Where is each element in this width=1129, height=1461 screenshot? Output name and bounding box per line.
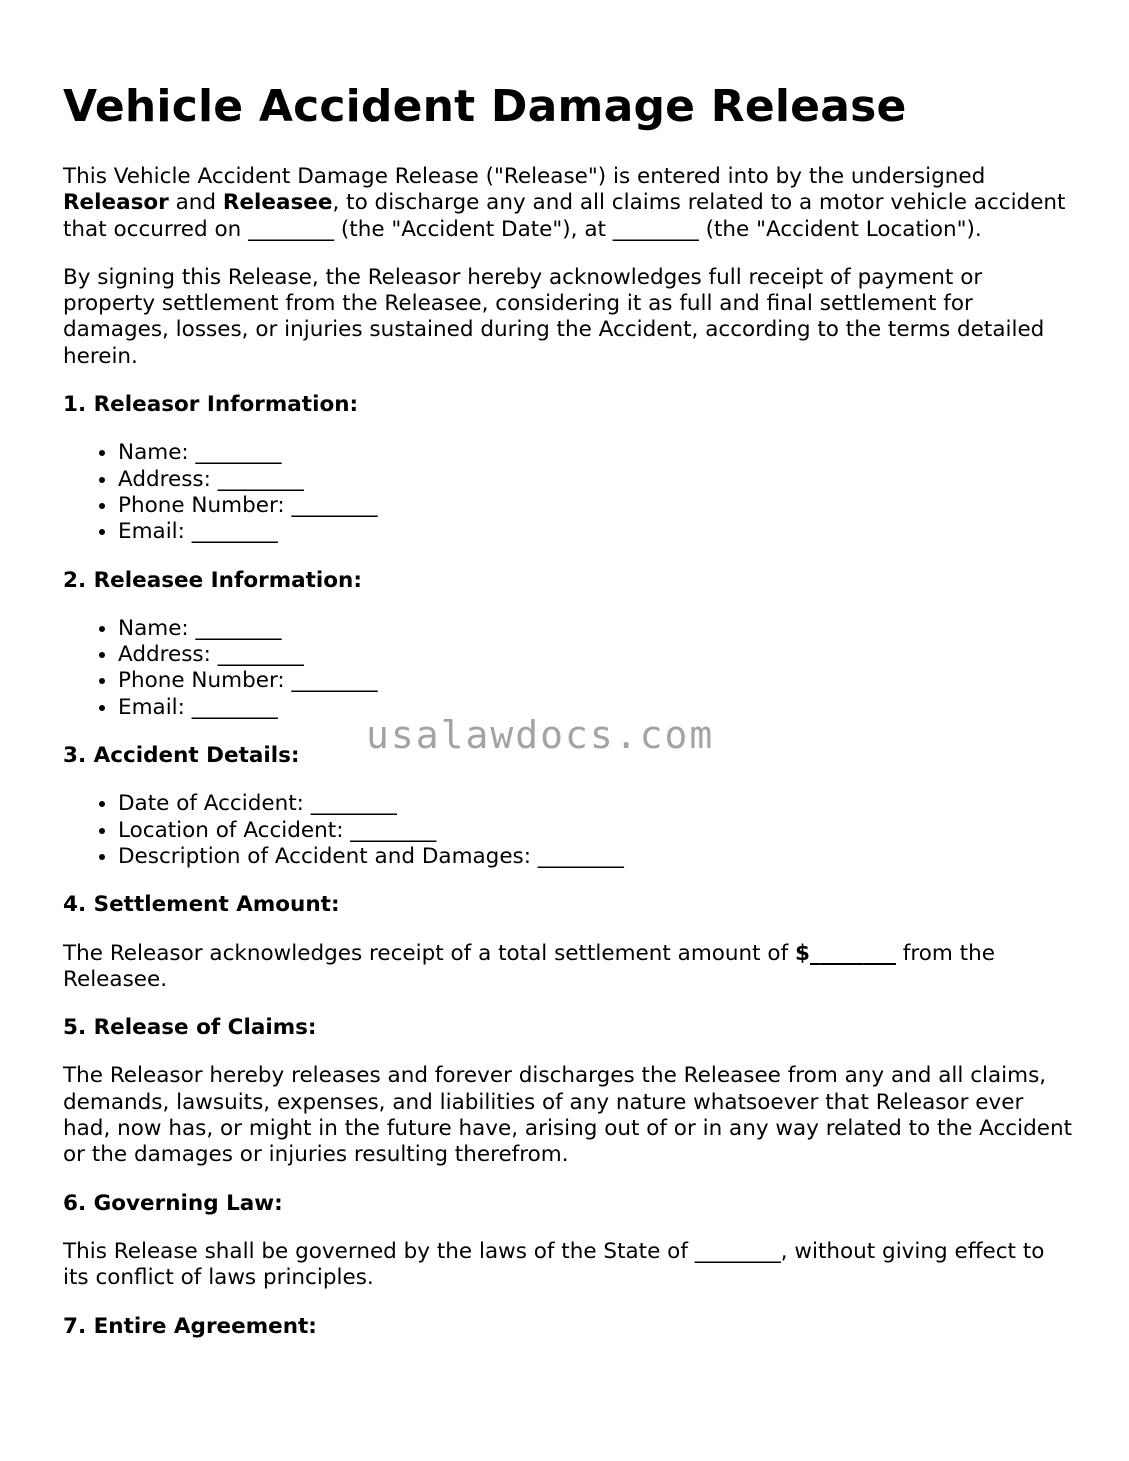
releasor-term: Releasor [63, 190, 169, 216]
watermark: usalawdocs.com [366, 713, 715, 757]
settlement-paragraph [63, 941, 1073, 994]
releasee-term: Releasee [222, 190, 333, 216]
settlement-text-before: The Releasor acknowledges receipt of a total settlement amount of [63, 940, 795, 966]
list-item: • Location of Accident: ________ [118, 818, 1073, 844]
intro-text-1: This Vehicle Accident Damage Release ("Release") is entered into by the undersigned [63, 164, 986, 189]
list-item: • Email: ________ [118, 695, 1073, 721]
section-heading-release-claims: 5. Release of Claims: [63, 1015, 317, 1041]
section-heading-accident: 3. Accident Details: [63, 743, 300, 769]
acknowledgement-paragraph: By signing this Release, the Releasor hereby acknowledges full receipt of payment or property settlement from the Releasee, considering it as full and final settlement for damages, losses, or injuries sustained during the Accident, according to the terms detailed herein. [63, 264, 1045, 369]
section-heading-governing-law: 6. Governing Law: [63, 1190, 283, 1216]
accident-details-list [63, 791, 1073, 870]
list-item: • Phone Number: ________ [118, 668, 1073, 694]
settlement-amount: $________ [795, 940, 896, 966]
list-item: • Description of Accident and Damages: ________ [118, 844, 1073, 870]
list-item: • Email: ________ [118, 519, 1073, 545]
section-heading-releasor: 1. Releasor Information: [63, 392, 359, 418]
list-item: • Address: ________ [118, 467, 1073, 493]
intro-text-2: , to discharge any and all claims related to a motor vehicle accident that occurred on ________ (the "Accident Date"), at ________ (the "Accident Location"). [63, 190, 1066, 242]
document-title: Vehicle Accident Damage Release [63, 81, 907, 132]
list-item: • Phone Number: ________ [118, 493, 1073, 519]
list-item: • Address: ________ [118, 642, 1073, 668]
governing-law-paragraph: This Release shall be governed by the laws of the State of ________, without giving effect to its conflict of laws principles. [63, 1238, 1045, 1291]
releasor-info-list [63, 440, 1073, 545]
section-heading-entire-agreement: 7. Entire Agreement: [63, 1313, 317, 1339]
list-item: • Name: ________ [118, 616, 1073, 642]
settlement-text-after: from the Releasee. [63, 940, 995, 992]
section-heading-releasee: 2. Releasee Information: [63, 567, 362, 593]
list-item: • Date of Accident: ________ [118, 791, 1073, 817]
list-item: • Name: ________ [118, 440, 1073, 466]
release-claims-paragraph: The Releasor hereby releases and forever discharges the Releasee from any and all claims, demands, lawsuits, expenses, and liabilities of any nature whatsoever that Releasor ever had, now has, or might in the future have, arising out of or in any way related to the Accident or the damages or injuries resulting therefrom. [63, 1063, 1073, 1168]
section-heading-settlement: 4. Settlement Amount: [63, 892, 340, 918]
intro-and: and [168, 190, 223, 216]
releasee-info-list [63, 616, 1073, 721]
intro-paragraph [63, 164, 1073, 243]
